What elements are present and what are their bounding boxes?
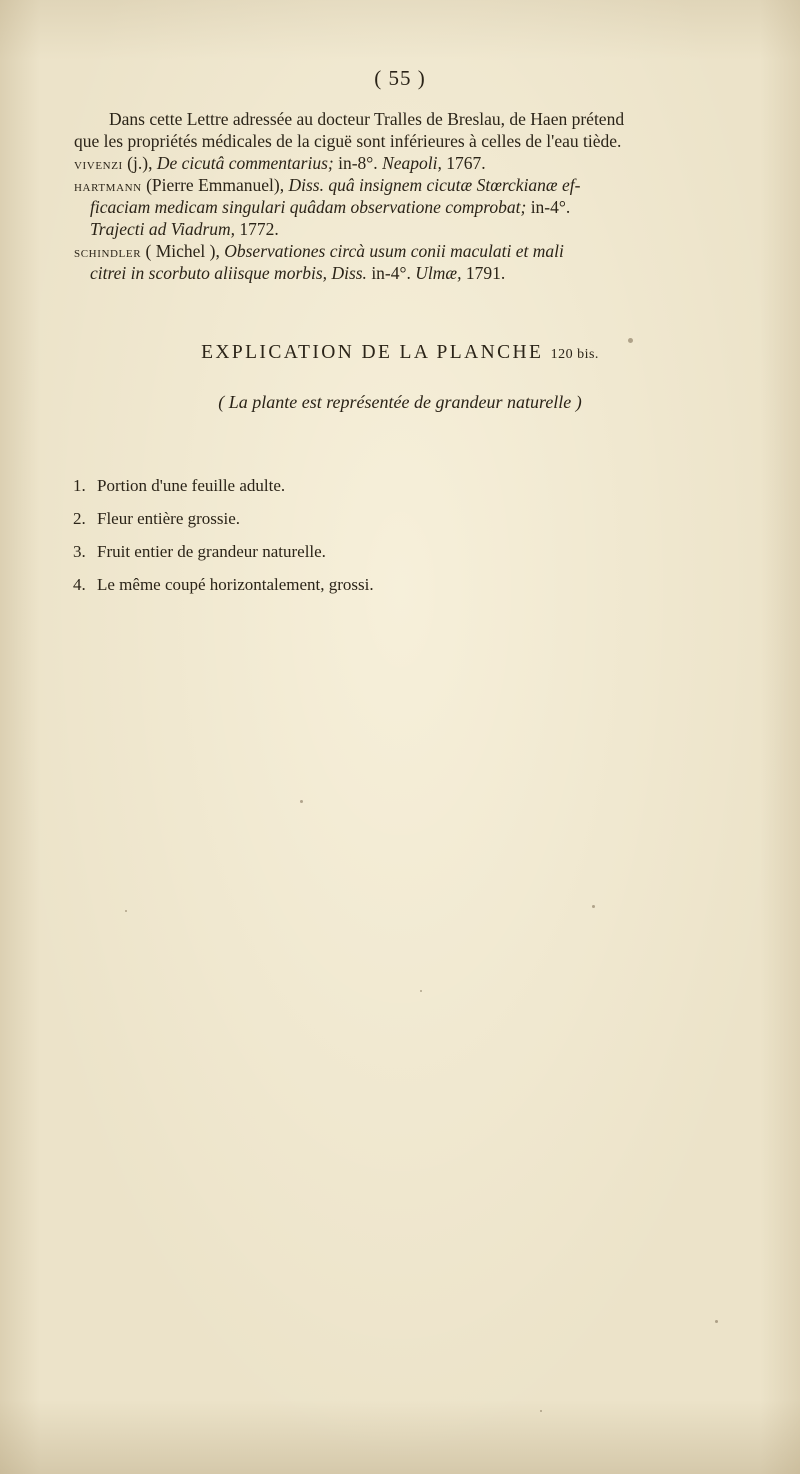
item-text: Le même coupé horizontalement, grossi. bbox=[97, 575, 374, 594]
ref-schindler-line-1 bbox=[74, 240, 564, 264]
ref-format: in-8°. bbox=[338, 153, 378, 173]
ref-year: 1791. bbox=[465, 263, 506, 283]
item-number: 1. bbox=[73, 476, 86, 495]
paper-speck bbox=[540, 1410, 542, 1412]
list-item bbox=[73, 542, 326, 562]
ref-hartmann-line-2 bbox=[90, 196, 570, 218]
item-number: 3. bbox=[73, 542, 86, 561]
paper-speck bbox=[715, 1320, 718, 1323]
ref-title: Diss. quâ insignem cicutæ Stœrckianæ ef- bbox=[288, 175, 581, 195]
list-item bbox=[73, 509, 240, 529]
ref-name: (j.), bbox=[127, 153, 153, 173]
ref-place: Trajecti ad Viadrum, bbox=[90, 219, 236, 239]
plate-number: 120 bis. bbox=[550, 347, 599, 362]
paper-speck bbox=[420, 990, 422, 992]
ref-title: De cicutâ commentarius; bbox=[156, 153, 334, 173]
ref-title-cont: citrei in scorbuto aliisque morbis, bbox=[90, 263, 328, 283]
paper-speck bbox=[125, 910, 127, 912]
item-text: Fleur entière grossie. bbox=[97, 509, 241, 528]
ref-author: vivenzi bbox=[74, 157, 123, 173]
ref-author: schindler bbox=[74, 245, 142, 261]
ref-author: hartmann bbox=[74, 179, 142, 195]
item-number: 2. bbox=[73, 509, 86, 528]
ref-hartmann-line-3 bbox=[90, 218, 279, 240]
ref-year: 1767. bbox=[446, 153, 486, 173]
ref-title: Observationes circà usum conii maculati et mali bbox=[224, 241, 564, 261]
list-item bbox=[73, 476, 285, 496]
page-number: ( 55 ) bbox=[374, 66, 426, 90]
paper-speck bbox=[628, 338, 633, 343]
ref-place: Neapoli, bbox=[382, 153, 442, 173]
ref-vivenzi bbox=[74, 152, 486, 176]
ref-format: in-4°. bbox=[371, 263, 411, 283]
paragraph-line-1: Dans cette Lettre adressée au docteur Tralles de Breslau, de Haen prétend bbox=[109, 109, 625, 129]
ref-format: in-4°. bbox=[530, 197, 571, 217]
paragraph-line-2: que les propriétés médicales de la ciguë sont inférieures à celles de l'eau tiède. bbox=[74, 131, 622, 151]
ref-year: 1772. bbox=[239, 219, 279, 239]
plate-subtitle-text: ( La plante est représentée de grandeur naturelle ) bbox=[218, 392, 582, 412]
ref-diss: Diss. bbox=[331, 263, 367, 283]
list-item bbox=[73, 575, 374, 595]
ref-hartmann-line-1 bbox=[74, 174, 580, 198]
plate-heading-text: EXPLICATION DE LA PLANCHE bbox=[201, 342, 544, 363]
plate-heading bbox=[0, 342, 800, 364]
paper-speck bbox=[592, 905, 595, 908]
plate-subtitle bbox=[0, 392, 800, 413]
ref-name: (Pierre Emmanuel), bbox=[146, 175, 285, 195]
item-text: Portion d'une feuille adulte. bbox=[97, 476, 286, 495]
item-text: Fruit entier de grandeur naturelle. bbox=[97, 542, 326, 561]
ref-schindler-line-2 bbox=[90, 262, 505, 284]
ref-place: Ulmæ, bbox=[415, 263, 462, 283]
paper-speck bbox=[300, 800, 303, 803]
ref-title-cont: ficaciam medicam singulari quâdam observatione comprobat; bbox=[90, 197, 527, 217]
item-number: 4. bbox=[73, 575, 86, 594]
ref-name: ( Michel ), bbox=[145, 241, 220, 261]
